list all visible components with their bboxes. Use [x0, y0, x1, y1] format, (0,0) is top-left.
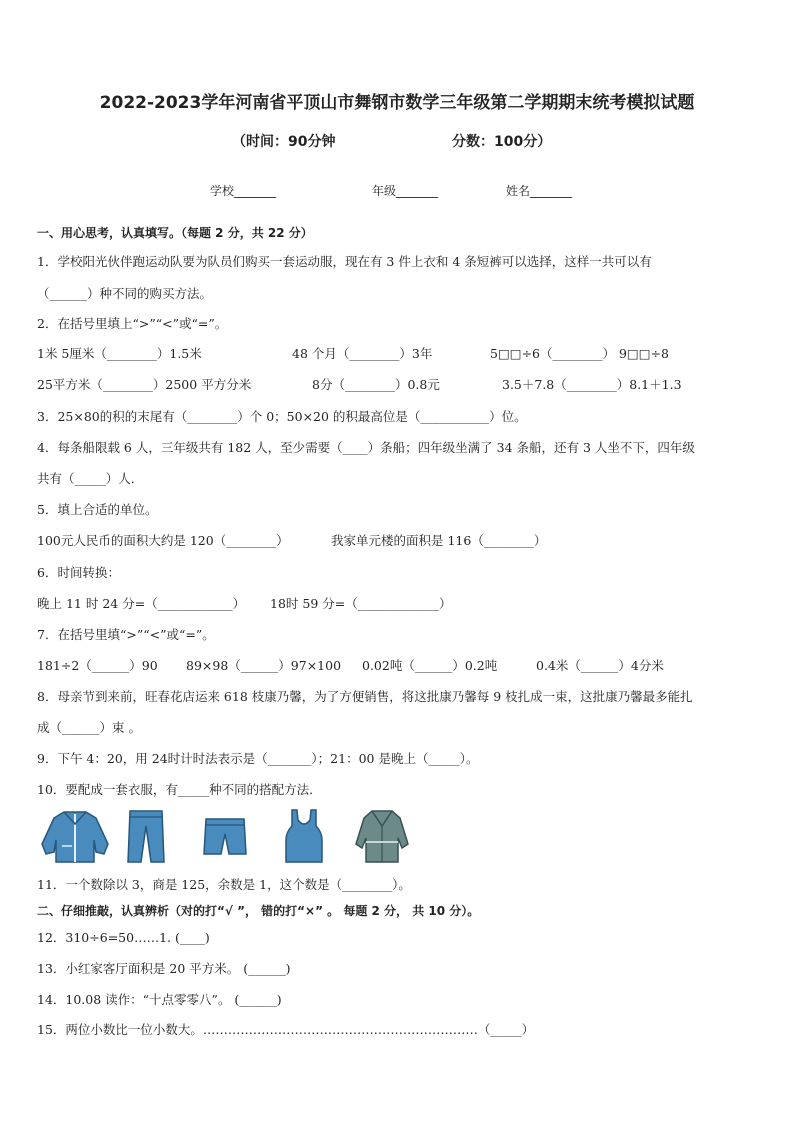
- pants-icon: [124, 808, 168, 864]
- question-2-item-3: 5□□÷6（________） 9□□÷8: [490, 346, 669, 361]
- question-9: 9．下午 4：20，用 24时计时法表示是（_______）；21：00 是晚上（_____）。: [37, 751, 479, 766]
- section-2-heading: 二、仔细推敲，认真辨析（对的打“√ ”， 错的打“×” 。 每题 2 分， 共 10 分）。: [37, 904, 480, 918]
- question-7-item-1: 181÷2（______）90: [37, 658, 158, 673]
- question-5: 5．填上合适的单位。: [37, 502, 158, 517]
- question-7-item-2: 89×98（______）97×100: [186, 658, 342, 673]
- page-title: 2022-2023学年河南省平顶山市舞钢市数学三年级第二学期期末统考模拟试题: [99, 93, 695, 113]
- question-5-item-1: 100元人民币的面积大约是 120（________）: [37, 533, 289, 548]
- vest-icon: [284, 808, 324, 864]
- question-13: 13．小红家客厅面积是 20 平方米。 (______): [37, 961, 291, 976]
- coat-icon: [354, 808, 410, 864]
- question-15: 15．两位小数比一位小数大。…………………………………………………………（_____）: [37, 1022, 535, 1037]
- question-2-item-1: 1米 5厘米（________）1.5米: [37, 346, 202, 361]
- question-3: 3．25×80的积的末尾有（________）个 0；50×20 的积最高位是（___________）位。: [37, 409, 527, 424]
- question-1-line-2: （______）种不同的购买方法。: [37, 286, 213, 301]
- question-7-item-4: 0.4米（______）4分米: [536, 658, 664, 673]
- jacket-icon: [38, 808, 112, 864]
- question-4-line-1: 4．每条船限载 6 人，三年级共有 182 人，至少需要（____）条船；四年级坐满了 34 条船，还有 3 人坐不下，四年级: [37, 440, 695, 455]
- question-14: 14．10.08 读作：“十点零零八”。 (______): [37, 992, 282, 1007]
- question-2-item-5: 8分（________）0.8元: [312, 377, 440, 392]
- section-1-heading: 一、用心思考，认真填写。（每题 2 分，共 22 分）: [37, 226, 313, 240]
- question-5-item-2: 我家单元楼的面积是 116（________）: [331, 533, 547, 548]
- question-4-line-2: 共有（_____）人．: [37, 471, 144, 486]
- question-2: 2．在括号里填上“>”“<”或“=”。: [37, 316, 228, 331]
- exam-score: 分数：100分）: [452, 134, 552, 150]
- grade-field: 年级_______: [372, 184, 439, 198]
- question-12: 12．310÷6=50……1. (____): [37, 930, 210, 945]
- shorts-icon: [202, 816, 248, 858]
- question-2-item-6: 3.5＋7.8（________）8.1＋1.3: [502, 377, 682, 392]
- question-10: 10．要配成一套衣服，有_____种不同的搭配方法．: [37, 782, 322, 797]
- exam-time: （时间：90分钟: [232, 134, 336, 150]
- question-2-item-4: 25平方米（________）2500 平方分米: [37, 377, 252, 392]
- school-field: 学校_______: [210, 184, 277, 198]
- name-field: 姓名_______: [506, 184, 573, 198]
- question-6-item-1: 晚上 11 时 24 分=（____________）: [37, 596, 246, 611]
- question-1-line-1: 1．学校阳光伙伴跑运动队要为队员们购买一套运动服，现在有 3 件上衣和 4 条短裤可以选择，这样一共可以有: [37, 254, 652, 269]
- question-6-item-2: 18时 59 分=（_____________）: [270, 596, 452, 611]
- question-7: 7．在括号里填“>”“<”或“=”。: [37, 627, 215, 642]
- question-11: 11．一个数除以 3，商是 125，余数是 1，这个数是（________）。: [37, 877, 411, 892]
- question-8-line-2: 成（______）束 。: [37, 720, 141, 735]
- question-7-item-3: 0.02吨（______）0.2吨: [362, 658, 498, 673]
- question-2-item-2: 48 个月（________）3年: [292, 346, 433, 361]
- question-8-line-1: 8．母亲节到来前，旺春花店运来 618 枝康乃馨，为了方便销售，将这批康乃馨每 9 枝扎成一束，这批康乃馨最多能扎: [37, 689, 693, 704]
- question-6: 6．时间转换：: [37, 565, 120, 580]
